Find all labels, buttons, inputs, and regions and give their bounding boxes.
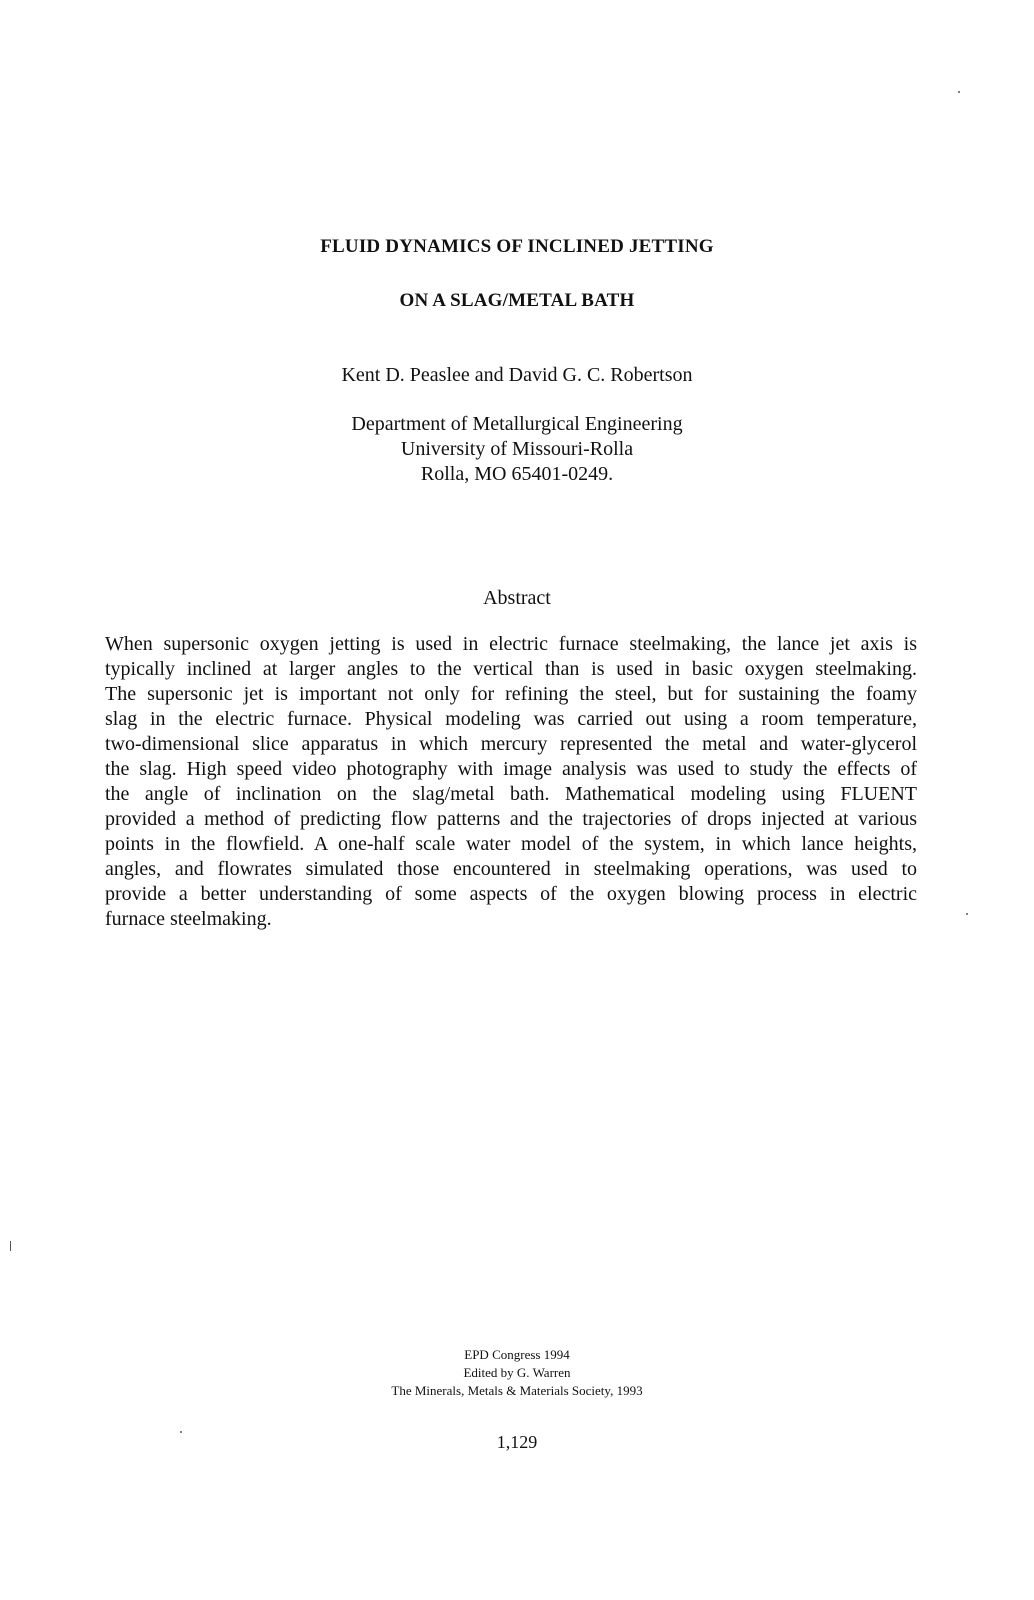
abstract-line: points in the flowfield. A one-half scale water model of the system, in which lance heights, <box>105 833 917 855</box>
publication-society: The Minerals, Metals & Materials Society, 1993 <box>391 1383 643 1398</box>
affiliation-department: Department of Metallurgical Engineering <box>351 413 683 435</box>
affiliation-address: Rolla, MO 65401-0249. <box>420 463 614 485</box>
abstract-line: slag in the electric furnace. Physical modeling was carried out using a room temperature, <box>105 708 917 730</box>
abstract-line: typically inclined at larger angles to the vertical than is used in basic oxygen steelmaking. <box>105 658 917 680</box>
authors: Kent D. Peaslee and David G. C. Robertson <box>341 364 693 386</box>
abstract-line: When supersonic oxygen jetting is used in electric furnace steelmaking, the lance jet axis is <box>105 633 917 655</box>
abstract-heading: Abstract <box>483 587 551 609</box>
abstract-line: the angle of inclination on the slag/metal bath. Mathematical modeling using FLUENT <box>105 783 917 805</box>
paper-title-line-1: FLUID DYNAMICS OF INCLINED JETTING <box>320 236 714 257</box>
publication-congress: EPD Congress 1994 <box>464 1347 570 1362</box>
abstract-line: the slag. High speed video photography with image analysis was used to study the effects of <box>105 758 917 780</box>
scan-speck <box>966 913 968 915</box>
abstract-line: two-dimensional slice apparatus in which mercury represented the metal and water-glycerol <box>105 733 917 755</box>
abstract-line: provide a better understanding of some aspects of the oxygen blowing process in electric <box>105 883 917 905</box>
abstract-line: provided a method of predicting flow patterns and the trajectories of drops injected at various <box>105 808 917 830</box>
paper-title-line-2: ON A SLAG/METAL BATH <box>399 290 635 311</box>
page-number: 1,129 <box>496 1432 538 1452</box>
publication-editor: Edited by G. Warren <box>463 1365 571 1380</box>
affiliation-university: University of Missouri-Rolla <box>400 438 634 460</box>
abstract-line: angles, and flowrates simulated those encountered in steelmaking operations, was used to <box>105 858 917 880</box>
abstract-line: The supersonic jet is important not only for refining the steel, but for sustaining the foamy <box>105 683 917 705</box>
abstract-line: furnace steelmaking. <box>105 908 272 930</box>
scan-speck <box>958 91 960 93</box>
scan-speck <box>180 1431 182 1433</box>
scan-mark <box>10 1241 11 1251</box>
